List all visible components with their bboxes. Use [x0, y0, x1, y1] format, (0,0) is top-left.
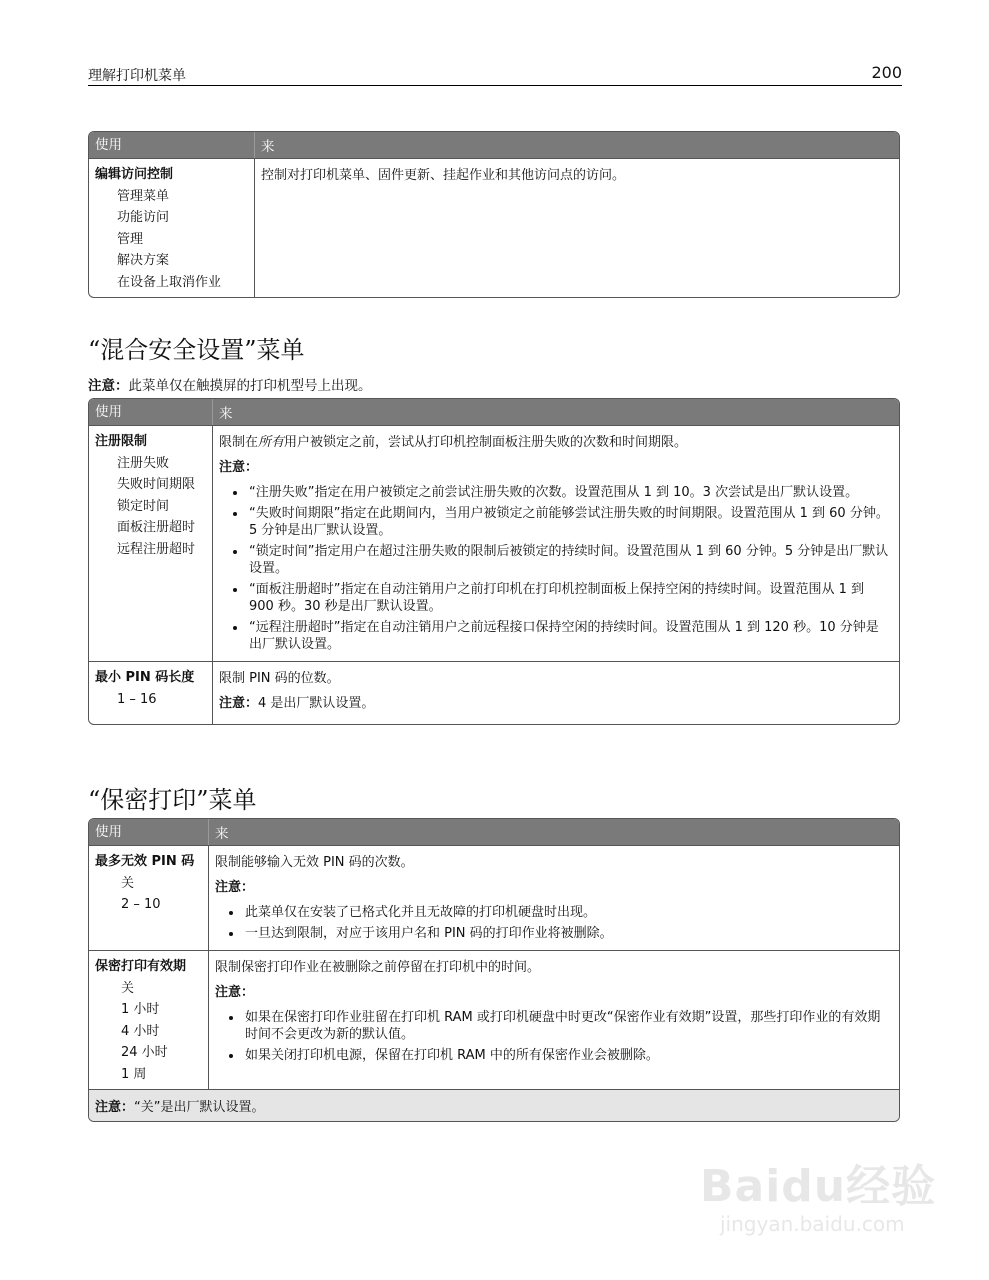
description-cell: [209, 951, 899, 1089]
description-text: 限制保密打印作业在被删除之前停留在打印机中的时间。: [215, 960, 541, 975]
header-use: 使用: [89, 399, 213, 425]
sub-option: 功能访问: [117, 210, 170, 225]
list-item: • 如果关闭打印机电源，保留在打印机 RAM 中的所有保密作业会被删除。: [243, 1047, 891, 1064]
option-head: 编辑访问控制: [95, 167, 174, 182]
table-row: [89, 950, 899, 1089]
note-text: 4 是出厂默认设置。: [258, 696, 375, 711]
list-item: • “锁定时间”指定用户在超过注册失败的限制后被锁定的持续时间。设置范围从 1 到 60 分钟。5 分钟是出厂默认设置。: [247, 543, 891, 577]
text-part: 限制在: [219, 435, 259, 450]
table-header: [89, 132, 899, 158]
sub-option: 1 周: [121, 1066, 147, 1082]
header-use: 使用: [89, 132, 255, 158]
table-row: [89, 661, 899, 724]
list-item: • “面板注册超时”指定在自动注销用户之前打印机在打印机控制面板上保持空闲的持续时间。设置范围从 1 到 900 秒。30 秒是出厂默认设置。: [247, 581, 891, 615]
option-head: 保密打印有效期: [95, 959, 187, 974]
confidential-print-table: [88, 818, 900, 1122]
watermark-logo: Baidu经验: [700, 1161, 937, 1212]
table-row: [89, 158, 899, 297]
list-item: • “注册失败”指定在用户被锁定之前尝试注册失败的次数。设置范围从 1 到 10。3 次尝试是出厂默认设置。: [247, 484, 891, 501]
sub-option: 在设备上取消作业: [117, 274, 222, 290]
table-header: [89, 399, 899, 425]
description-text: 控制对打印机菜单、固件更新、挂起作业和其他访问点的访问。: [261, 168, 626, 183]
sub-option: 管理菜单: [117, 188, 170, 204]
sub-option: 1 – 16: [117, 691, 157, 707]
sub-option: 锁定时间: [117, 498, 170, 514]
header-title: 理解打印机菜单: [88, 68, 186, 84]
description-cell: [213, 426, 899, 661]
option-cell: [89, 951, 209, 1089]
sub-option: 注册失败: [117, 455, 170, 471]
section-title-confidential-print: “保密打印”菜单: [88, 786, 257, 814]
note-label: 注意：: [215, 985, 255, 1000]
section-title-hybrid-security: “混合安全设置”菜单: [88, 336, 305, 364]
table-row: [89, 425, 899, 661]
option-cell: [89, 662, 213, 724]
note-text: 此菜单仅在触摸屏的打印机型号上出现。: [128, 378, 372, 394]
note-label: 注意：: [88, 378, 129, 394]
note-label: 注意：: [95, 1100, 135, 1115]
list-item: • “失败时间期限”指定在此期间内，当用户被锁定之前能够尝试注册失败的时间期限。设置范围从 1 到 60 分钟。5 分钟是出厂默认设置。: [247, 505, 891, 539]
bullet-list: [215, 904, 891, 942]
description-text: 限制 PIN 码的位数。: [219, 671, 340, 686]
header-for: 来: [261, 139, 275, 155]
description-text: 限制能够输入无效 PIN 码的次数。: [215, 855, 414, 870]
header-use: 使用: [89, 819, 209, 845]
sub-option: 关: [121, 980, 135, 996]
list-item: • 如果在保密打印作业驻留在打印机 RAM 或打印机硬盘中时更改“保密作业有效期”设置，那些打印作业的有效期时间不会更改为新的默认值。: [243, 1009, 891, 1043]
note-text: “关”是出厂默认设置。: [134, 1100, 265, 1115]
sub-option: 24 小时: [121, 1045, 168, 1060]
sub-option: 关: [121, 875, 135, 891]
hybrid-security-table: [88, 398, 900, 725]
option-head: 最小 PIN 码长度: [95, 670, 195, 685]
sub-option: 失败时间期限: [117, 477, 196, 492]
text-italic: 所有: [258, 435, 285, 450]
watermark-url: jingyan.baidu.com: [720, 1212, 905, 1236]
note-label: 注意：: [215, 880, 255, 895]
page-number: 200: [871, 63, 902, 82]
bullet-list: [215, 1009, 891, 1064]
note-label: 注意：: [219, 696, 259, 711]
list-item: • 一旦达到限制，对应于该用户名和 PIN 码的打印作业将被删除。: [243, 925, 891, 942]
header-for: 来: [219, 406, 233, 422]
section-intro-note: [88, 374, 372, 394]
option-cell: [89, 426, 213, 661]
baidu-watermark: [700, 1130, 940, 1250]
description-cell: [213, 662, 899, 724]
sub-option: 2 – 10: [121, 897, 161, 912]
bullet-list: [219, 484, 891, 653]
description-text: [219, 434, 891, 451]
sub-option: 面板注册超时: [117, 520, 196, 535]
option-head: 注册限制: [95, 434, 148, 449]
sub-option: 远程注册超时: [117, 541, 196, 557]
list-item: • 此菜单仅在安装了已格式化并且无故障的打印机硬盘时出现。: [243, 904, 891, 921]
table-footnote: [89, 1089, 899, 1121]
sub-option: 1 小时: [121, 1002, 160, 1017]
description-cell: [209, 846, 899, 950]
sub-option: 解决方案: [117, 253, 170, 268]
text-part: 用户被锁定之前，尝试从打印机控制面板注册失败的次数和时间期限。: [284, 435, 688, 450]
option-head: 最多无效 PIN 码: [95, 854, 195, 869]
table-header: [89, 819, 899, 845]
sub-option: 4 小时: [121, 1023, 160, 1039]
note-label: 注意：: [219, 460, 259, 475]
page-header: [88, 63, 902, 86]
header-for: 来: [215, 826, 229, 842]
description-cell: [255, 159, 899, 297]
list-item: • “远程注册超时”指定在自动注销用户之前远程接口保持空闲的持续时间。设置范围从 1 到 120 秒。10 分钟是出厂默认设置。: [247, 619, 891, 653]
access-control-table: [88, 131, 900, 298]
option-cell: [89, 159, 255, 297]
note-line: [219, 695, 891, 712]
table-row: [89, 845, 899, 950]
sub-option: 管理: [117, 231, 144, 247]
option-cell: [89, 846, 209, 950]
